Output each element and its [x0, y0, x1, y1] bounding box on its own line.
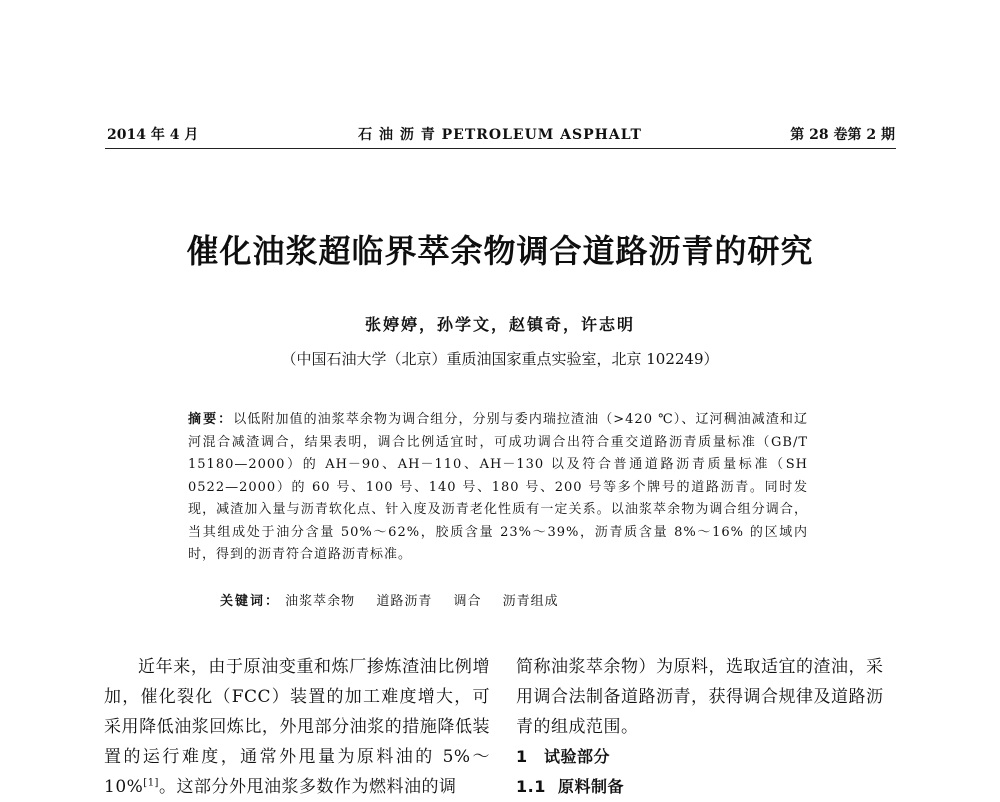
intro-text-continued: 。这部分外甩油浆多数作为燃料油的调	[158, 777, 457, 797]
keywords	[220, 590, 780, 609]
header-divider	[105, 148, 896, 149]
body-left-column	[104, 652, 490, 802]
keyword: 道路沥青	[376, 594, 433, 609]
affiliation: （中国石油大学（北京）重质油国家重点实验室，北京 102249）	[281, 350, 719, 368]
subsection-title: 原料制备	[558, 777, 625, 796]
paper-title: 催化油浆超临界萃余物调合道路沥青的研究	[186, 232, 814, 270]
intro-paragraph	[104, 652, 490, 802]
header-journal: 石 油 沥 青 PETROLEUM ASPHALT	[358, 127, 642, 143]
intro-text: 近年来，由于原油变重和炼厂掺炼渣油比例增加，催化裂化（FCC）装置的加工难度增大，可采用降低油浆回炼比，外甩部分油浆的措施降低装置的运行难度，通常外甩量为原料油的 5%～10%	[104, 657, 490, 797]
keyword: 调合	[453, 594, 482, 609]
section-heading-1-1	[516, 772, 898, 802]
abstract	[188, 409, 808, 567]
running-header	[105, 122, 895, 144]
header-date: 2014 年 4 月	[107, 127, 199, 143]
citation-ref[interactable]: [1]	[143, 777, 159, 789]
section-heading-1	[516, 742, 898, 772]
keyword: 油浆萃余物	[285, 594, 356, 609]
author-list: 张婷婷，孙学文，赵镇奇，许志明	[364, 315, 635, 334]
section-number: 1	[516, 747, 528, 766]
section-title: 试验部分	[544, 747, 611, 766]
subsection-number: 1.1	[516, 777, 546, 796]
abstract-label: 摘要：	[188, 412, 234, 427]
body-right-column	[516, 652, 898, 802]
keyword: 沥青组成	[502, 594, 559, 609]
keywords-label: 关键词：	[220, 594, 281, 609]
abstract-text: 以低附加值的油浆萃余物为调合组分，分别与委内瑞拉渣油（>420 ℃）、辽河稠油减渣和辽河混合减渣调合，结果表明，调合比例适宜时，可成功调合出符合重交道路沥青质量标准（GB/T 15180—2000）的 AH－90、AH－110、AH－130 以及符合普通道路沥青质量标准（SH 0522—2000）的 60 号、100 号、140 号、180 号、200 号等多个牌号的道路沥青。同时发现，减渣加入量与沥青软化点、针入度及沥青老化性质有一定关系。以油浆萃余物为调合组分调合，当其组成处于油分含量 50%～62%，胶质含量 23%～39%，沥青质含量 8%～16% 的区域内时，得到的沥青符合道路沥青标准。	[188, 412, 808, 562]
right-paragraph: 简称油浆萃余物）为原料，选取适宜的渣油，采用调合法制备道路沥青，获得调合规律及道路沥青的组成范围。	[516, 657, 884, 737]
header-volume: 第 28 卷第 2 期	[790, 127, 895, 143]
